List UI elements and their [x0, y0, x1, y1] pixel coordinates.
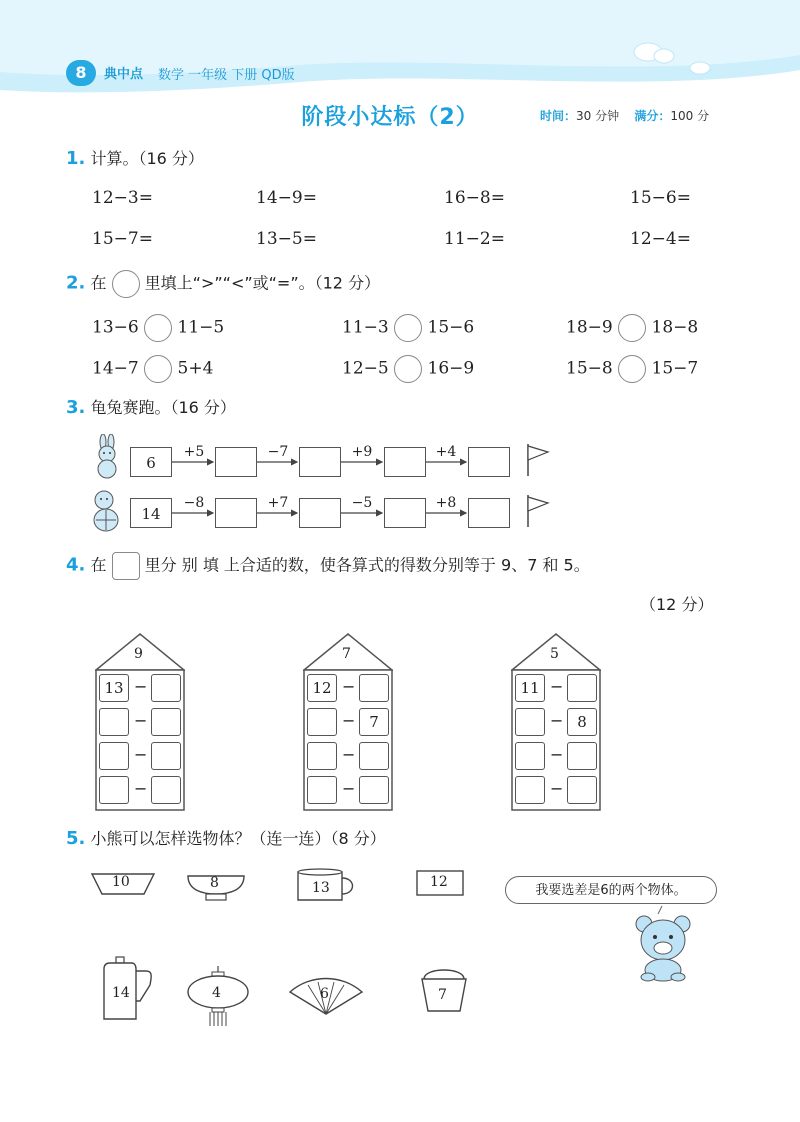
house-cell: 12: [307, 674, 337, 702]
house-answer-cell[interactable]: [359, 776, 389, 804]
answer-circle[interactable]: [144, 314, 172, 342]
q1-expr: 14−9=: [256, 188, 317, 208]
house-roof-number: 5: [550, 646, 559, 662]
house-answer-cell[interactable]: [307, 708, 337, 736]
q2-item: 18−9 18−8: [566, 314, 698, 342]
sample-circle: [112, 270, 140, 298]
answer-circle[interactable]: [394, 355, 422, 383]
house-answer-cell[interactable]: [99, 708, 129, 736]
question-5-heading: 5. 小熊可以怎样选物体？（连一连）（8 分）: [66, 828, 386, 849]
house-answer-cell[interactable]: [307, 776, 337, 804]
flag-icon: [524, 442, 554, 478]
q2-item: 15−8 15−7: [566, 355, 698, 383]
house-answer-cell[interactable]: [151, 708, 181, 736]
q1-expr: 11−2=: [444, 229, 505, 249]
race-start-box: 6: [130, 447, 172, 477]
minus-sign: −: [342, 677, 356, 696]
minus-sign: −: [342, 779, 356, 798]
house-answer-cell[interactable]: [99, 776, 129, 804]
page-title: 阶段小达标（2）: [301, 105, 479, 130]
race-start-box: 14: [130, 498, 172, 528]
question-4-heading: 4. 在 里分 别 填 上合适的数，使各算式的得数分别等于 9、7 和 5。: [66, 552, 590, 580]
house-answer-cell[interactable]: [151, 674, 181, 702]
question-1-heading: 1. 计算。（16 分）: [66, 148, 204, 169]
house-answer-cell[interactable]: [307, 742, 337, 770]
house-cell: 8: [567, 708, 597, 736]
q2-item: 13−6 11−5: [92, 314, 224, 342]
house-cell: 11: [515, 674, 545, 702]
minus-sign: −: [550, 711, 564, 730]
house-answer-cell[interactable]: [567, 742, 597, 770]
race-operation: +7: [267, 495, 289, 511]
object-number: 14: [112, 985, 130, 1001]
speech-bubble: 我要选差是6的两个物体。: [505, 876, 717, 904]
object-number: 6: [320, 986, 329, 1002]
house-answer-cell[interactable]: [567, 776, 597, 804]
answer-circle[interactable]: [144, 355, 172, 383]
race-operation: +9: [351, 444, 373, 460]
minus-sign: −: [342, 711, 356, 730]
sample-square: [112, 552, 140, 580]
minus-sign: −: [134, 677, 148, 696]
house-cell: 13: [99, 674, 129, 702]
house-roof-number: 9: [134, 646, 143, 662]
object-number: 7: [438, 987, 447, 1003]
race-arrows: [0, 430, 800, 540]
house-answer-cell[interactable]: [359, 674, 389, 702]
bear-icon: [628, 904, 698, 982]
house-answer-cell[interactable]: [151, 776, 181, 804]
header-band: [0, 0, 800, 110]
object-number: 12: [430, 874, 448, 890]
minus-sign: −: [550, 677, 564, 696]
object-number: 10: [112, 874, 130, 890]
book-info: 数学 一年级 下册 QD版: [158, 68, 295, 83]
q1-expr: 15−6=: [630, 188, 691, 208]
question-2-heading: 2. 在 里填上“>”“<”或“=”。（12 分）: [66, 270, 380, 298]
question-3-heading: 3. 龟兔赛跑。（16 分）: [66, 397, 236, 418]
object-number: 13: [312, 880, 330, 896]
minus-sign: −: [134, 745, 148, 764]
object-number: 4: [212, 985, 221, 1001]
answer-circle[interactable]: [618, 355, 646, 383]
minus-sign: −: [342, 745, 356, 764]
q1-expr: 15−7=: [92, 229, 153, 249]
q4-score: （12 分）: [640, 595, 714, 614]
race-operation: −8: [183, 495, 205, 511]
race-operation: +4: [435, 444, 457, 460]
house-answer-cell[interactable]: [567, 674, 597, 702]
race-operation: −5: [351, 495, 373, 511]
q1-expr: 12−4=: [630, 229, 691, 249]
q2-item: 12−5 16−9: [342, 355, 474, 383]
race-operation: −7: [267, 444, 289, 460]
flag-icon: [524, 493, 554, 529]
house-answer-cell[interactable]: [515, 776, 545, 804]
minus-sign: −: [550, 779, 564, 798]
page-number-badge: 8: [66, 60, 96, 86]
answer-circle[interactable]: [394, 314, 422, 342]
answer-circle[interactable]: [618, 314, 646, 342]
q2-item: 14−7 5+4: [92, 355, 213, 383]
q2-item: 11−3 15−6: [342, 314, 474, 342]
q1-expr: 16−8=: [444, 188, 505, 208]
house-answer-cell[interactable]: [99, 742, 129, 770]
race-operation: +5: [183, 444, 205, 460]
house-answer-cell[interactable]: [515, 742, 545, 770]
q1-expr: 13−5=: [256, 229, 317, 249]
house-answer-cell[interactable]: [359, 742, 389, 770]
house-cell: 7: [359, 708, 389, 736]
house-answer-cell[interactable]: [151, 742, 181, 770]
house-roof-number: 7: [342, 646, 351, 662]
exam-meta: 时间：30 分钟 满分：100 分: [540, 109, 710, 123]
brand-logo: 典中点: [104, 67, 144, 82]
minus-sign: −: [134, 711, 148, 730]
object-number: 8: [210, 875, 219, 891]
house-answer-cell[interactable]: [515, 708, 545, 736]
race-operation: +8: [435, 495, 457, 511]
minus-sign: −: [550, 745, 564, 764]
minus-sign: −: [134, 779, 148, 798]
q1-expr: 12−3=: [92, 188, 153, 208]
